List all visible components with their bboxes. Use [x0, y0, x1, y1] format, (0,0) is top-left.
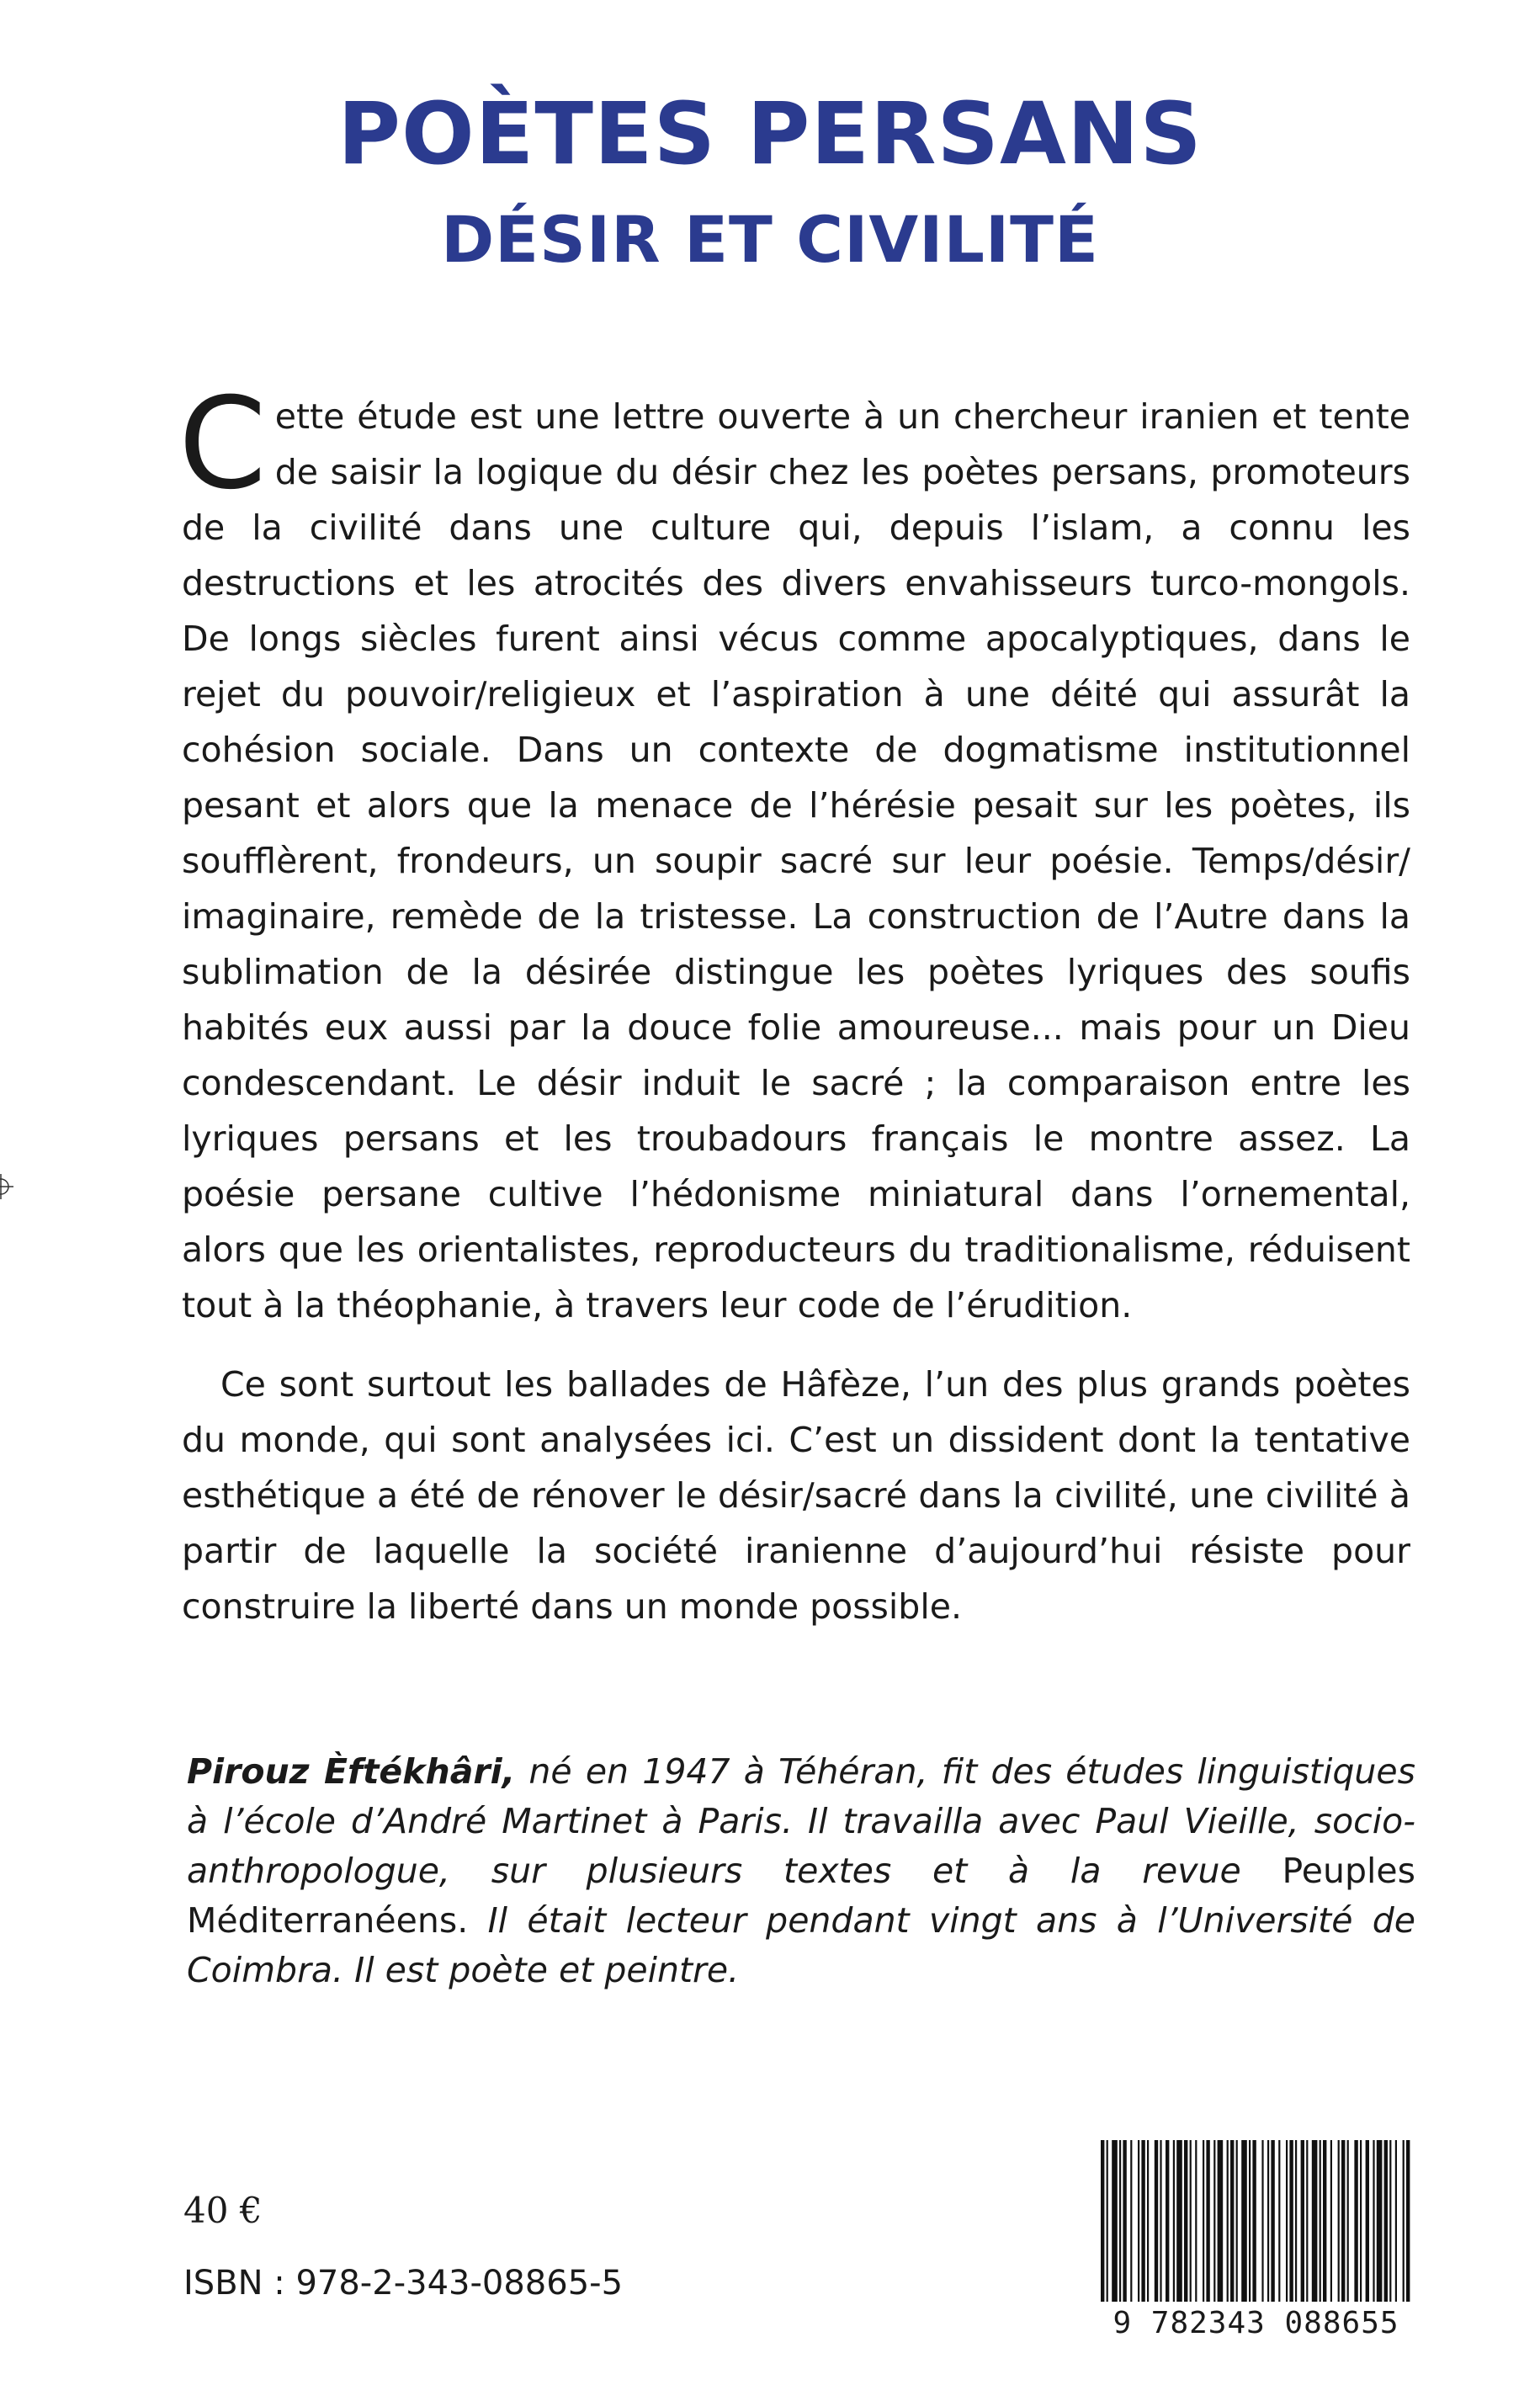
barcode-bar [1295, 2140, 1297, 2302]
author-bio-text-1: né en 1947 à Téhéran, fit des études linguistiques à l’école d’André Martinet à Paris. Il travailla avec Paul Vieille, socio-anthropologue, sur plusieurs textes et à la revue [187, 1751, 1415, 1891]
barcode-bar [1119, 2140, 1121, 2302]
barcode-bars [1094, 2140, 1418, 2304]
barcode-bar [1360, 2140, 1362, 2302]
barcode-bar [1147, 2140, 1149, 2302]
barcode-bar [1218, 2140, 1224, 2302]
barcode-bar [1184, 2140, 1187, 2302]
barcode-bar [1241, 2140, 1247, 2302]
barcode-bar [1301, 2140, 1304, 2302]
barcode-bar [1320, 2140, 1321, 2302]
barcode-bar [1312, 2140, 1318, 2302]
barcode-bar [1249, 2140, 1251, 2302]
barcode-bar [1123, 2140, 1126, 2302]
price: 40 € [183, 2190, 263, 2231]
barcode-bar [1160, 2140, 1161, 2302]
barcode-bar [1403, 2140, 1405, 2302]
barcode-bar [1206, 2140, 1209, 2302]
barcode-bar [1227, 2140, 1229, 2302]
barcode-bar [1267, 2140, 1269, 2302]
barcode-bar [1203, 2140, 1204, 2302]
book-title: POÈTES PERSANS [337, 84, 1203, 184]
journal-title: Peuples Méditerranéens. [187, 1851, 1415, 1941]
author-bio [187, 1747, 1415, 1995]
back-cover-paragraph-1 [178, 371, 1410, 1333]
barcode-bar [1271, 2140, 1274, 2302]
barcode-bar [1166, 2140, 1169, 2302]
barcode-bar [1130, 2140, 1132, 2302]
barcode-bar [1373, 2140, 1374, 2302]
barcode-bar [1230, 2140, 1234, 2302]
barcode-bar [1252, 2140, 1256, 2302]
barcode-bar [1236, 2140, 1238, 2302]
author-bio-text-2: Il était lecteur pendant vingt ans à l’Université de Coimbra. Il est poète et peintre. [187, 1900, 1415, 1990]
barcode-bar [1377, 2140, 1383, 2302]
barcode-bar [1195, 2140, 1197, 2302]
back-cover-paragraph-2: Ce sont surtout les ballades de Hâfèze, l’un des plus grands poètes du monde, qui sont analysées ici. C’est un dissident dont la tentative esthétique a été de rénover le désir/sacré dans la civilité, une civilité à partir de laquelle la société iranienne d’aujourd’hui résiste pour construire la liberté dans un monde possible. [182, 1364, 1410, 1627]
barcode-bar [1190, 2140, 1192, 2302]
registration-mark-icon [0, 1174, 13, 1199]
barcode-icon [1094, 2140, 1418, 2338]
barcode-bar [1323, 2140, 1326, 2302]
barcode-bar [1173, 2140, 1175, 2302]
barcode-bar [1107, 2140, 1108, 2302]
barcode-bar [1306, 2140, 1308, 2302]
barcode-bar [1261, 2140, 1263, 2302]
drop-cap: C [178, 371, 267, 518]
barcode-bar [1101, 2140, 1104, 2302]
barcode-bar [1341, 2140, 1345, 2302]
barcode-bar [1395, 2140, 1397, 2302]
barcode-bar [1406, 2140, 1410, 2302]
barcode-bar [1286, 2140, 1288, 2302]
barcode-bar [1278, 2140, 1280, 2302]
barcode-bar [1354, 2140, 1357, 2302]
paragraph-1-text: ette étude est une lettre ouverte à un chercheur iranien et tente de saisir la logique du désir chez les poètes persans, promoteurs de la civilité dans une culture qui, depuis l’islam, a connu les destructions et les atrocités des divers envahisseurs turco-mongols. De longs siècles furent ainsi vécus comme apocalyptiques, dans le rejet du pouvoir/religieux et l’aspiration à une déité qui assurât la cohésion sociale. Dans un contexte de dogmatisme institutionnel pesant et alors que la menace de l’hérésie pesait sur les poètes, ils soufflèrent, frondeurs, un soupir sacré sur leur poésie. Temps/désir/ imaginaire, remède de la tristesse. La construction de l’Autre dans la sublimation de la désirée distingue les poètes lyriques des soufis habités eux aussi par la douce folie amoureuse... mais pour un Dieu condescendant. Le désir induit le sacré ; la comparaison entre les lyriques persans et les troubadours français le montre assez. La poésie persane cultive l’hédonisme miniatural dans l’ornemental, alors que les orientalistes, reproducteurs du traditionalisme, réduisent tout à la théophanie, à travers leur code de l’érudition. [182, 396, 1410, 1325]
barcode-bar [1141, 2140, 1144, 2302]
barcode-bar [1366, 2140, 1369, 2302]
barcode-bar [1330, 2140, 1332, 2302]
barcode-bar [1289, 2140, 1293, 2302]
barcode-bar [1347, 2140, 1349, 2302]
barcode-bar [1138, 2140, 1139, 2302]
barcode-bar [1112, 2140, 1118, 2302]
barcode-digits: 9 782343 088655 [1113, 2306, 1399, 2340]
isbn: ISBN : 978-2-343-08865-5 [183, 2264, 624, 2303]
barcode-bar [1389, 2140, 1391, 2302]
barcode-bar [1176, 2140, 1182, 2302]
barcode-bar [1213, 2140, 1215, 2302]
book-subtitle: DÉSIR ET CIVILITÉ [441, 202, 1099, 277]
barcode-bar [1155, 2140, 1158, 2302]
barcode-bar [1384, 2140, 1388, 2302]
barcode-bar [1338, 2140, 1340, 2302]
author-name: Pirouz Èftékhâri, [187, 1751, 516, 1792]
